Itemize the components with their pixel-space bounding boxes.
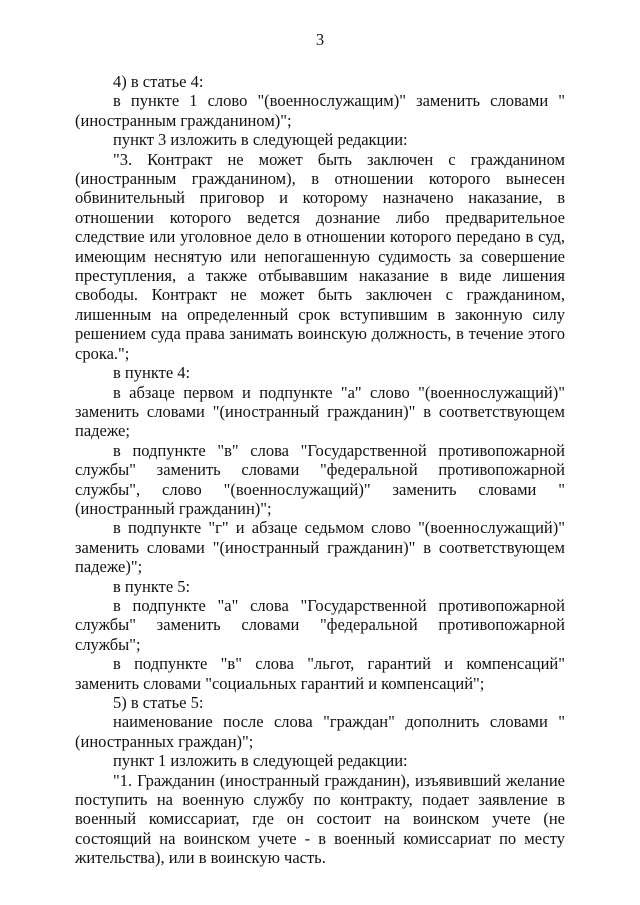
- page-number: 3: [315, 30, 325, 49]
- paragraph: 4) в статье 4:: [113, 72, 204, 91]
- document-body: [75, 72, 565, 868]
- paragraph: в пункте 4:: [113, 363, 191, 383]
- paragraph: в подпункте "в" слова "льгот, гарантий и компенсаций" заменить словами "социальных гарантий и компенсаций";: [75, 654, 565, 693]
- paragraph: пункт 3 изложить в следующей редакции:: [113, 130, 408, 150]
- paragraph: наименование после слова "граждан" дополнить словами "(иностранных граждан)";: [75, 712, 565, 751]
- paragraph: пункт 1 изложить в следующей редакции:: [113, 751, 408, 771]
- paragraph: 5) в статье 5:: [113, 693, 204, 712]
- paragraph: в абзаце первом и подпункте "а" слово "(военнослужащий)" заменить словами "(иностранный гражданин)" в соответствующем падеже;: [75, 382, 565, 441]
- paragraph: в подпункте "г" и абзаце седьмом слово "(военнослужащий)" заменить словами "(иностранный гражданин)" в соответствующем падеже)";: [75, 518, 565, 577]
- paragraph: "1. Гражданин (иностранный гражданин), изъявивший желание поступить на военную службу по контракту, подает заявление в военный комиссариат, где он состоит на воинском учете (не состоящий на воинском учете - в военный комиссариат по месту жительства), или в воинскую часть.: [75, 770, 565, 868]
- paragraph: "3. Контракт не может быть заключен с гражданином (иностранным гражданином), в отношении которого вынесен обвинительный приговор и которому назначено наказание, в отношении которого ведется дознание либо предварительное следствие или уголовное дело в отношении которого передано в суд, имеющим неснятую или непогашенную судимость за совершение преступления, а также отбывавшим наказание в виде лишения свободы. Контракт не может быть заключен с гражданином, лишенным на определенный срок вступившим в законную силу решением суда права занимать воинскую должность, в течение этого срока.";: [75, 149, 565, 363]
- paragraph: в подпункте "в" слова "Государственной противопожарной службы" заменить словами "федеральной противопожарной службы", слово "(военнослужащий)" заменить словами "(иностранный гражданин)";: [75, 440, 565, 518]
- paragraph: в пункте 1 слово "(военнослужащим)" заменить словами "(иностранным гражданином)";: [75, 91, 565, 130]
- paragraph: в подпункте "а" слова "Государственной противопожарной службы" заменить словами "федеральной противопожарной службы";: [75, 595, 565, 654]
- paragraph: в пункте 5:: [113, 576, 191, 596]
